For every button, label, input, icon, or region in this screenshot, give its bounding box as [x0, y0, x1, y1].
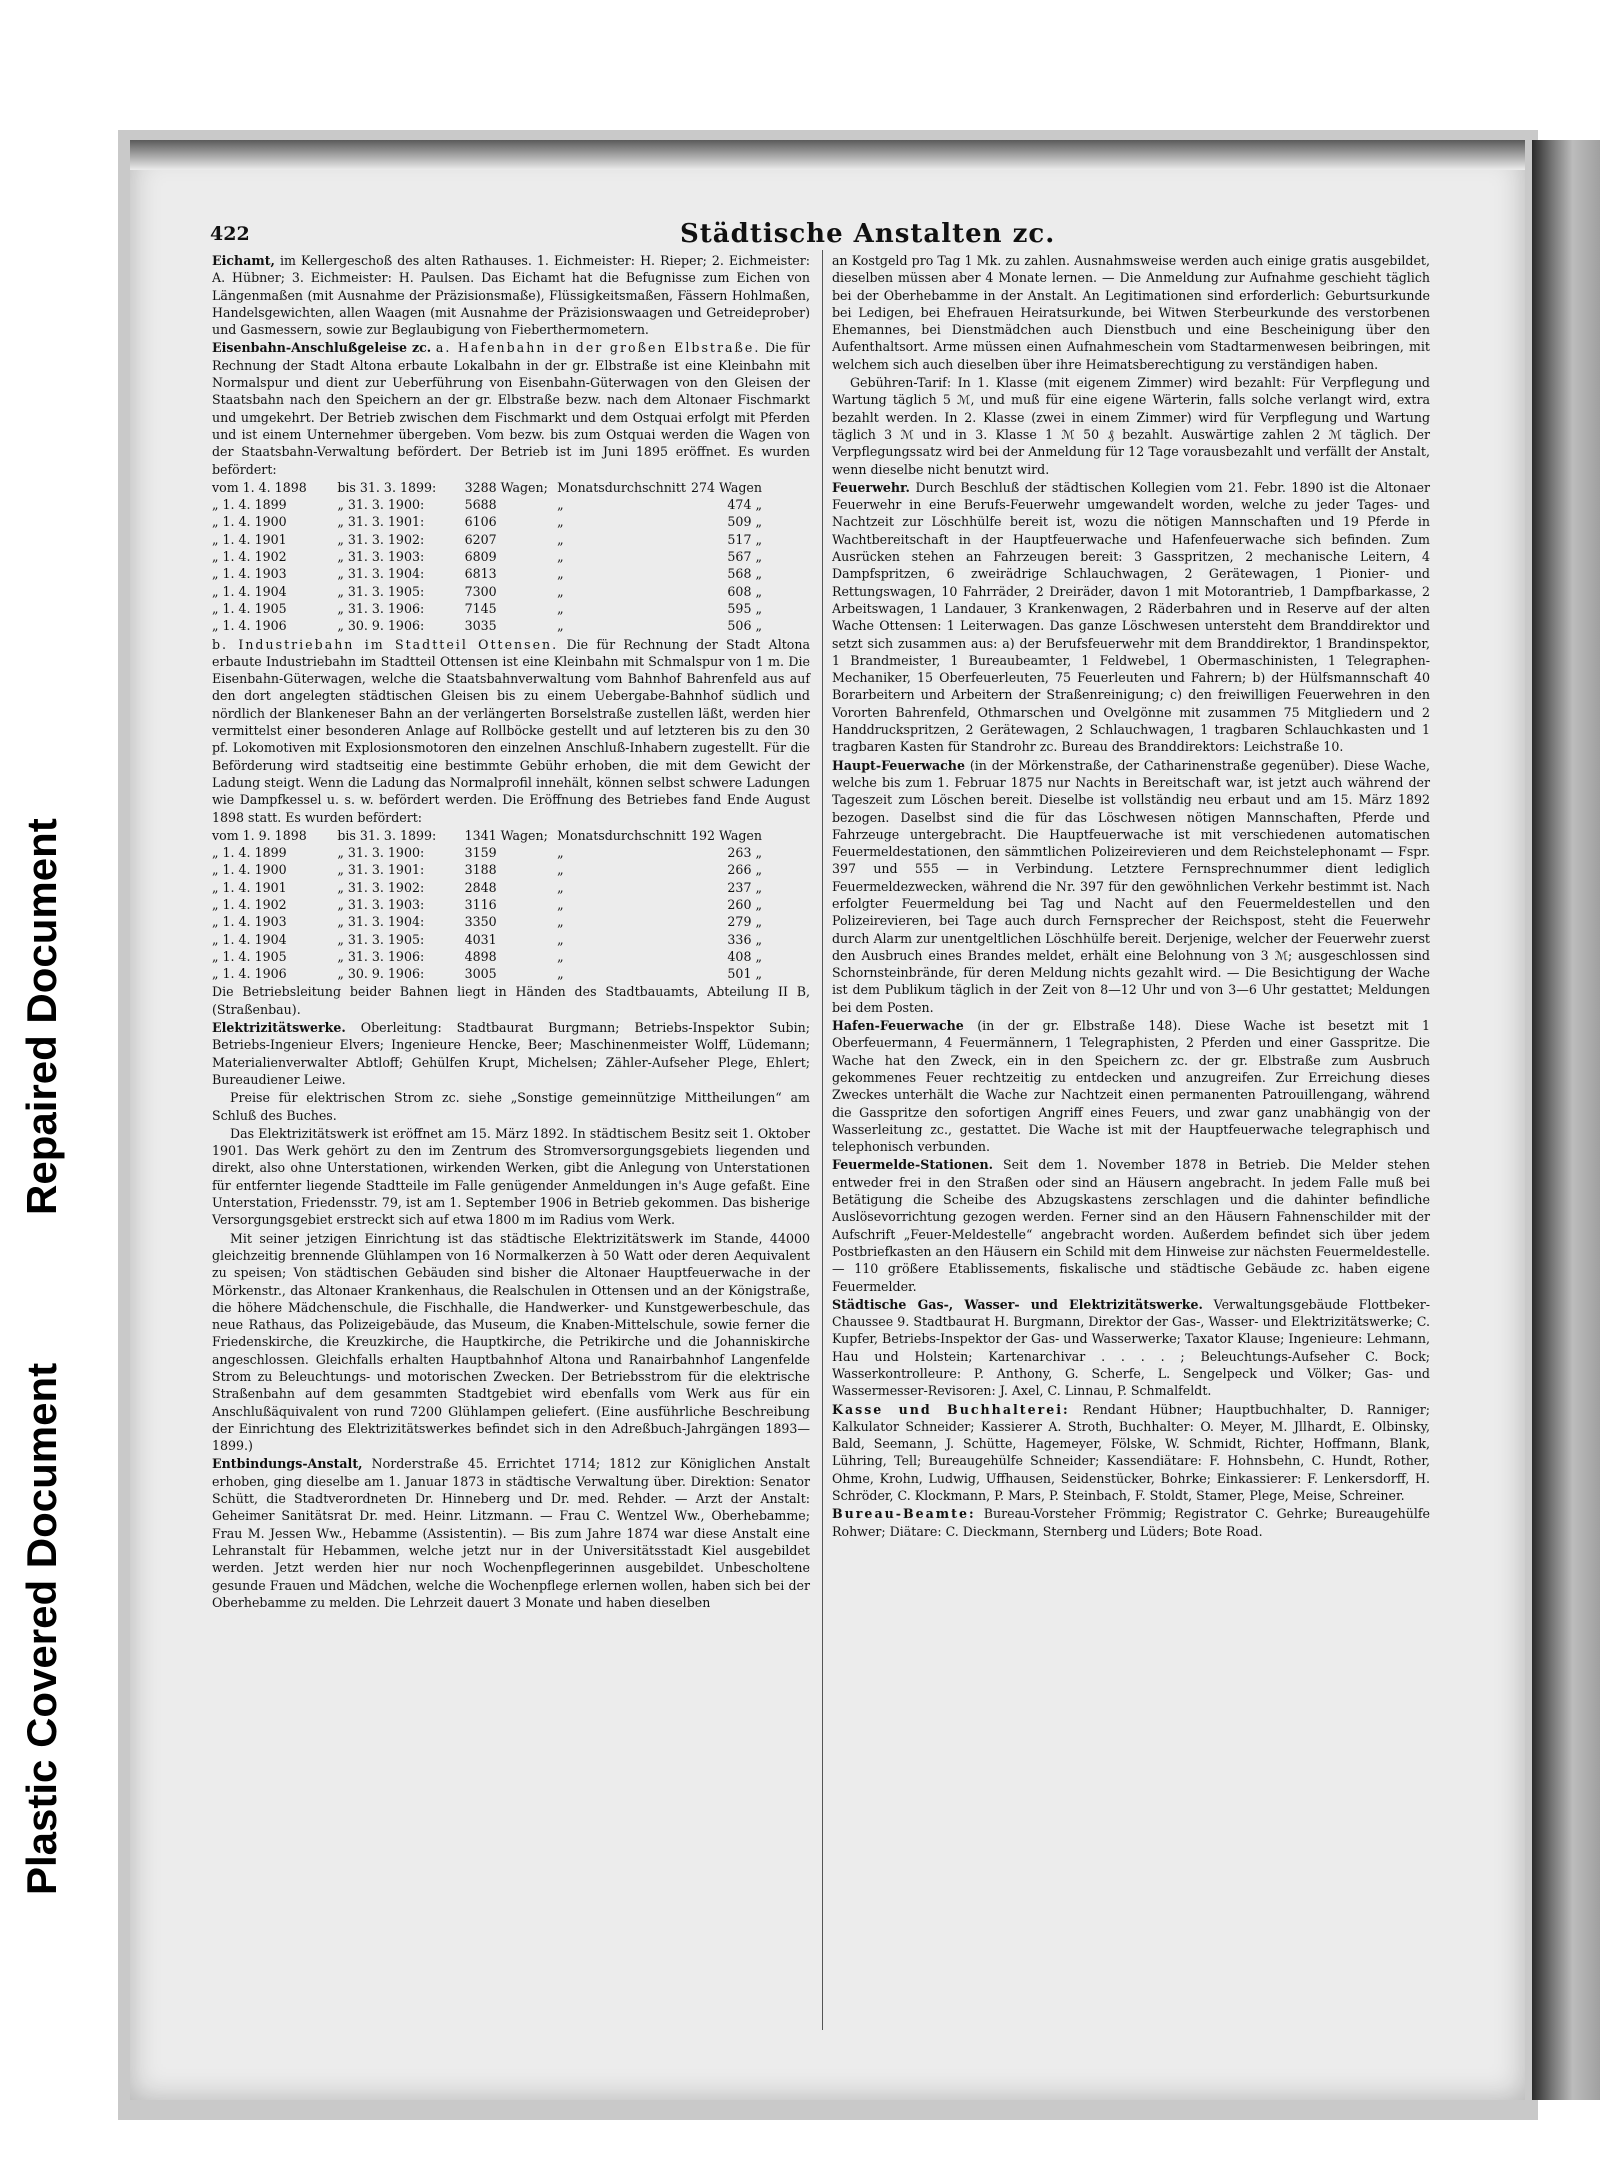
table-row	[212, 617, 772, 634]
table-row	[212, 548, 772, 565]
entry-lead: Feuerwehr.	[832, 479, 910, 495]
table-row	[212, 965, 772, 982]
table-row	[212, 479, 772, 496]
table-cell: 6809	[464, 549, 497, 565]
table-cell: 274 Wagen	[690, 479, 762, 495]
table-cell: „ 1. 4. 1903	[212, 566, 287, 582]
table-cell: 266 „	[727, 862, 762, 878]
table-cell: „ 1. 4. 1901	[212, 531, 287, 547]
entry-text: (in der gr. Elbstraße 148). Diese Wache ist besetzt mit 1 Oberfeuermann, 4 Feuermännern, 1 Telegraphisten, 2 Pferden und einer Gasspritze. Die Wache hat den Zweck, ein in den Speichern zc. der gr. Elbstraße zum Ausbruch gekommenes Feuer rechtzeitig zu entdecken und anzugreifen. Zur Erreichung dieses Zweckes unterhält die Wache zur Nachtzeit einen permanenten Patrouillengang, während die Gasspritze den sofortigen Angriff eines Feuers, und zwar ganz unabhängig von der Wasserleitung zc., gestattet. Die Wache ist mit der Hauptfeuerwache telegraphisch und telephonisch verbunden.	[832, 1018, 1430, 1155]
table-cell: „	[557, 879, 564, 895]
freight-table-hafenbahn	[212, 479, 772, 635]
table-cell: „ 31. 3. 1902:	[337, 879, 425, 895]
table-cell: 2848	[464, 879, 497, 895]
entry-betriebsleitung: Die Betriebsleitung beider Bahnen liegt in Händen des Stadtbauamts, Abteilung II B, (Straßenbau).	[212, 984, 810, 1017]
table-cell: vom 1. 4. 1898	[212, 479, 307, 495]
table-cell: „	[557, 531, 564, 547]
table-cell: „ 1. 4. 1906	[212, 618, 287, 634]
table-cell: „	[557, 862, 564, 878]
table-cell: 506 „	[727, 618, 762, 634]
entry-text: Norderstraße 45. Errichtet 1714; 1812 zur Königlichen Anstalt erhoben, ging dieselbe am 1. Januar 1873 in städtische Verwaltung über. Direktion: Senator Schütt, die Stadtverordneten Dr. Hinneberg und Dr. med. Rehder. — Arzt der Anstalt: Geheimer Sanitätsrat Dr. med. Heinr. Litzmann. — Frau C. Wentzel Ww., Oberhebamme; Frau M. Jessen Ww., Hebamme (Assistentin). — Bis zum Jahre 1874 war diese Anstalt eine Lehranstalt für Hebammen, welche jetzt nur in der Universitätsstadt Kiel ausgebildet werden. Jetzt werden hier nur noch Wochenpflegerinnen ausgebildet. Unbescholtene gesunde Frauen und Mädchen, welche die Wochenpflege erlernen wollen, haben sich bei der Oberhebamme zu melden. Die Lehrzeit dauert 3 Monate und haben dieselben	[212, 1456, 810, 1610]
entry-lead: Elektrizitätswerke.	[212, 1020, 346, 1036]
table-cell: „	[557, 914, 564, 930]
table-cell: „ 31. 3. 1903:	[337, 896, 425, 912]
table-row	[212, 513, 772, 530]
table-cell: 6106	[464, 514, 497, 530]
entry-text: Die für Rechnung der Stadt Altona erbaute Lokalbahn in der gr. Elbstraße ist eine Kleinbahn mit Normalspur und dient zur Ueberführung von Eisenbahn-Güterwagen von den Gleisen der Staatsbahn nach den Speichern an der gr. Elbstraße bezw. nach dem Altonaer Fischmarkt und umgekehrt. Der Betrieb zwischen dem Fischmarkt und dem Ostquai erfolgt mit Pferden und ist einem Unternehmer übergeben. Vom bezw. bis zum Ostquai werden die Wagen von der Staatsbahn-Verwaltung befördert. Der Betrieb ist im Juni 1895 eröffnet. Es wurden befördert:	[212, 340, 810, 477]
table-cell: „ 1. 4. 1903	[212, 914, 287, 930]
table-row	[212, 531, 772, 548]
entry-lead: Eichamt,	[212, 253, 275, 268]
entry-text: Oberleitung: Stadtbaurat Burgmann; Betriebs-Inspektor Subin; Betriebs-Ingenieur Elvers; Ingenieure Hencke, Beer; Maschinenmeister Wolff, Lüdemann; Materialienverwalter Abtloff; Gehülfen Krupt, Michelsen; Zähler-Aufseher Plege, Ehlert; Bureaudiener Leiwe.	[212, 1020, 810, 1087]
page-header	[210, 219, 1435, 253]
table-cell: 3159	[464, 845, 497, 861]
table-cell: 608 „	[727, 583, 762, 599]
table-cell: Monatsdurchschnitt	[557, 479, 686, 495]
entry-text: (in der Mörkenstraße, der Catharinenstraße gegenüber). Diese Wache, welche bis zum 1. Februar 1875 nur Nachts in Bereitschaft war, ist jetzt auch während der Tageszeit zum Löschen bereit. Dieselbe ist vollständig neu erbaut und am 15. März 1892 bezogen. Daselbst sind die für das Löschwesen nötigen Mannschaften, Pferde und Fahrzeuge untergebracht. Die Hauptfeuerwache ist mit verschiedenen automatischen Feuermeldestationen, den sämmtlichen Polizeirevieren und dem Reichstelephonamt — Fspr. 397 und 555 — in Verbindung. Letztere Fernsprechnummer dient lediglich Feuermeldezwecken, während die Nr. 397 für den gewöhnlichen Verkehr bestimmt ist. Nach erfolgter Feuermeldung bei Tag und Nacht auf den Feuermeldestellen und den Polizeirevieren, bei Tage auch durch Fernsprecher der Reichspost, steht die Feuerwehr durch Alarm zur unentgeltlichen Löschhülfe bereit. Derjenige, welcher der Feuerwehr zuerst den Ausbruch eines Brandes meldet, erhält eine Belohnung von 3 ℳ; ausgeschlossen sind Schornsteinbrände, für deren Meldung nichts gezahlt wird. — Die Besichtigung der Wache ist dem Publikum täglich in der Zeit von 8—12 Uhr und von 3—6 Uhr gestattet; Meldungen bei dem Posten.	[832, 757, 1430, 1015]
table-cell: 474 „	[727, 497, 762, 513]
entry-continuation: an Kostgeld pro Tag 1 Mk. zu zahlen. Ausnahmsweise werden auch einige gratis ausgebildet, dieselben müssen aber 4 Monate lernen. — Die Anmeldung zur Aufnahme geschieht täglich bei der Oberhebamme in der Anstalt. An Legitimationen sind erforderlich: Geburtsurkunde bei Ledigen, bei Ehefrauen Heiratsurkunde, bei Witwen Sterbeurkunde des verstorbenen Ehemannes, bei Dienstmädchen auch Dienstbuch und eine Bescheinigung über den Aufenthaltsort. Arme müssen einen Aufnahmeschein vom Stadtarmenwesen beibringen, mit welchem sich auch dieselben über ihre Heimatsberechtigung zu verständigen haben.	[832, 253, 1430, 372]
table-cell: „ 1. 4. 1906	[212, 966, 287, 982]
table-cell: 408 „	[727, 948, 762, 964]
table-cell: 192 Wagen	[690, 827, 762, 843]
entry-text: Bureau-Vorsteher Frömmig; Registrator C. Gehrke; Bureaugehülfe Rohwer; Diätare: C. Dieckmann, Sternberg und Lüders; Bote Road.	[832, 1506, 1430, 1539]
left-column	[212, 252, 810, 1612]
entry-lead: Feuermelde-Stationen.	[832, 1157, 994, 1173]
table-cell: 3350	[464, 914, 497, 930]
table-cell: „ 31. 3. 1901:	[337, 862, 425, 878]
table-cell: „ 1. 4. 1905	[212, 600, 287, 616]
table-cell: „ 31. 3. 1901:	[337, 514, 425, 530]
entry-lead: Haupt-Feuerwache	[832, 757, 965, 773]
sidebar-label-plastic: Plastic Covered Document	[18, 1362, 65, 1895]
table-cell: 3116	[464, 896, 497, 912]
table-cell: „	[557, 896, 564, 912]
table-cell: „	[557, 966, 564, 982]
entry-text: Durch Beschluß der städtischen Kollegien vom 21. Febr. 1890 ist die Altonaer Feuerwehr in eine Berufs-Feuerwehr umgewandelt worden, welche zu jeder Tages- und Nachtzeit zur Löschhülfe bereit ist, wozu die nötigen Mannschaften und 19 Pferde in Wachtbereitschaft in der Hauptfeuerwache und Hafenfeuerwache sich befinden. Zum Ausrücken stehen an Fahrzeugen bereit: 3 Gasspritzen, 2 mechanische Leitern, 4 Dampfspritzen, 6 zweirädrige Schlauchwagen, 2 Gerätewagen, 1 Pionier- und Rettungswagen, 10 Fahrräder, 2 Dreiräder, davon 1 mit Motorantrieb, 1 Dampfbarkasse, 2 Arbeitswagen, 1 Landauer, 3 Krankenwagen, 2 Räderbahren und in Reserve auf der alten Wache Ottensen: 1 Leiterwagen. Das ganze Löschwesen untersteht dem Branddirektor und setzt sich zusammen aus: a) der Berufsfeuerwehr mit dem Branddirektor, 1 Brandinspektor, 1 Brandmeister, 1 Bureaubeamter, 1 Feldwebel, 1 Obermaschinisten, 1 Telegraphen-Mechaniker, 15 Oberfeuerleuten, 75 Feuerleuten und Fahrern; b) der Hülfsmannschaft 40 Borarbeitern und Arbeitern der Straßenreinigung; c) den freiwilligen Feuerwehren in den Vororten Bahrenfeld, Othmarschen und Ovelgönne mit zusammen 75 Mitgliedern und 2 Handdruckspritzen, 2 Gerätewagen, 2 Schlauchwagen, 1 tragbaren Schlauchkasten und 1 tragbaren Kasten für Standrohr zc. Bureau des Branddirektors: Leichstraße 10.	[832, 479, 1430, 755]
table-cell: „	[557, 600, 564, 616]
entry-elektrizitaet	[212, 1019, 810, 1088]
table-cell: „ 1. 4. 1899	[212, 845, 287, 861]
table-cell: 595 „	[727, 600, 762, 616]
table-row	[212, 948, 772, 965]
sidebar-label-repaired: Repaired Document	[18, 818, 65, 1215]
table-row	[212, 600, 772, 617]
table-cell: „	[557, 514, 564, 530]
paragraph: Preise für elektrischen Strom zc. siehe „Sonstige gemeinnützige Mittheilungen“ am Schluß des Buches.	[212, 1090, 810, 1123]
table-row	[212, 496, 772, 513]
entry-hauptfeuerwache	[832, 757, 1430, 1016]
table-row	[212, 565, 772, 582]
table-cell: „	[557, 566, 564, 582]
table-cell: „ 31. 3. 1905:	[337, 931, 425, 947]
table-row	[212, 879, 772, 896]
table-cell: „	[557, 583, 564, 599]
table-row	[212, 913, 772, 930]
table-cell: 263 „	[727, 845, 762, 861]
entry-lead: Kasse und Buchhalterei:	[832, 1401, 1070, 1417]
table-cell: 517 „	[727, 531, 762, 547]
table-cell: „	[557, 497, 564, 513]
table-cell: Monatsdurchschnitt	[557, 827, 686, 843]
entry-text: Verwaltungsgebäude Flottbeker-Chaussee 9. Stadtbaurat H. Burgmann, Direktor der Gas-, Wasser- und Elektrizitätswerke; C. Kupfer, Betriebs-Inspektor der Gas- und Wasserwerke; Taxator Klause; Ingenieure: Lehmann, Hau und Holstein; Kartenarchivar . . . . ; Beleuchtungs-Aufseher C. Bock; Wasserkontrolleure: P. Anthony, G. Scherfe, L. Sengelpeck und Völker; Gas- und Wassermesser-Revisoren: J. Axel, C. Linnau, P. Schmalfeldt.	[832, 1296, 1430, 1399]
table-cell: 1341 Wagen;	[464, 827, 548, 843]
page-top-shadow	[130, 140, 1525, 170]
entry-eichamt	[212, 252, 810, 338]
entry-feuermelde	[832, 1156, 1430, 1294]
table-cell: „ 1. 4. 1899	[212, 497, 287, 513]
table-cell: „ 31. 3. 1905:	[337, 583, 425, 599]
table-row	[212, 896, 772, 913]
table-cell: 568 „	[727, 566, 762, 582]
table-cell: „ 1. 4. 1902	[212, 896, 287, 912]
entry-industriebahn	[212, 636, 810, 826]
entry-text: Die für Rechnung der Stadt Altona erbaute Industriebahn im Stadtteil Ottensen ist eine Kleinbahn mit Schmalspur von 1 m. Die Eisenbahn-Güterwagen, welche die Staatsbahnverwaltung vom Bahnhof Bahrenfeld aus auf den dort angelegten städtischen Gleisen bis zu einem Uebergabe-Bahnhof südlich und nördlich der Blankeneser Bahn an der verlängerten Borselstraße zustellen läßt, werden hier vermittelst einer besonderen Anlage auf Rollböcke gestellt und auf letzteren bis zu den 30 pf. Lokomotiven mit Explosionsmotoren den einzelnen Anschluß-Inhabern zugestellt. Für die Beförderung wird stadtseitig eine bestimmte Gebühr erhoben, die mit dem Gewicht der Ladung steigt. Wenn die Ladung das Normalprofil innehält, können selbst schwere Ladungen wie Dampfkessel u. s. w. befördert werden. Die Eröffnung des Betriebes fand Ende August 1898 statt. Es wurden befördert:	[212, 636, 811, 825]
table-cell: „ 30. 9. 1906:	[337, 618, 425, 634]
entry-text: Rendant Hübner; Hauptbuchhalter, D. Ranniger; Kalkulator Schneider; Kassierer A. Stroth, Buchhalter: O. Meyer, M. Jllhardt, E. Olbinsky, Bald, Seemann, J. Schütte, Hagemeyer, Fölske, W. Schmidt, Richter, Hoffmann, Blank, Lühring, Tell; Bureaugehülfe Schneider; Kassendiätare: F. Hohnsbehn, C. Hundt, Rother, Ohme, Krohn, Ludwig, Uffhausen, Seidenstücker, Bohrke; Einkassierer: F. Lenkersdorff, H. Schröder, C. Klockmann, P. Mars, P. Steinbach, F. Stoldt, Stamer, Plege, Meise, Schreiner.	[832, 1401, 1430, 1504]
table-cell: „ 31. 3. 1903:	[337, 549, 425, 565]
table-cell: 7300	[464, 583, 497, 599]
table-cell: „ 31. 3. 1902:	[337, 531, 425, 547]
table-cell: vom 1. 9. 1898	[212, 827, 307, 843]
table-cell: 279 „	[727, 914, 762, 930]
entry-lead: Hafen-Feuerwache	[832, 1018, 964, 1034]
entry-kasse	[832, 1401, 1430, 1505]
table-cell: 6813	[464, 566, 497, 582]
table-cell: „ 1. 4. 1902	[212, 549, 287, 565]
table-cell: 3188	[464, 862, 497, 878]
entry-tarif: Gebühren-Tarif: In 1. Klasse (mit eigenem Zimmer) wird bezahlt: Für Verpflegung und Wartung täglich 5 ℳ, und muß für eine eigene Wärterin, falls solche verlangt wird, extra bezahlt werden. In 2. Klasse (zwei in einem Zimmer) wird für Verpflegung und Wartung täglich 3 ℳ und in 3. Klasse 1 ℳ 50 ₰ bezahlt. Auswärtige zahlen 2 ℳ täglich. Der Verpflegungssatz wird bei der Anmeldung für 12 Tage vorausbezahlt und verfällt der Anstalt, wenn dieselbe nicht benutzt wird.	[832, 375, 1430, 477]
table-cell: „ 31. 3. 1900:	[337, 845, 425, 861]
entry-entbindung	[212, 1455, 810, 1611]
table-cell: 4898	[464, 948, 497, 964]
table-row	[212, 827, 772, 844]
table-cell: 336 „	[727, 931, 762, 947]
entry-lead: Eisenbahn-Anschlußgeleise zc.	[212, 340, 432, 356]
table-cell: 3035	[464, 618, 497, 634]
table-cell: „	[557, 931, 564, 947]
table-cell: „ 1. 4. 1900	[212, 862, 287, 878]
paragraph: Das Elektrizitätswerk ist eröffnet am 15. März 1892. In städtischem Besitz seit 1. Oktober 1901. Das Werk gehört zu den im Zentrum des Stromversorgungsgebiets liegenden und direkt, also ohne Unterstationen, wirkenden Werken, gibt die Anlegung von Unterstationen für entfernter liegende Stadtteile im Falle genügender Anmeldungen in's Auge gefaßt. Eine Unterstation, Friedensstr. 79, ist am 1. September 1906 in Betrieb gekommen. Das bisherige Versorgungsgebiet erstreckt sich auf etwa 1800 m im Radius vom Werk.	[212, 1125, 810, 1228]
table-cell: 6207	[464, 531, 497, 547]
entry-feuerwehr	[832, 479, 1430, 756]
table-row	[212, 931, 772, 948]
entry-subheading: a. Hafenbahn in der großen Elbstraße.	[435, 340, 761, 356]
entry-lead: Bureau-Beamte:	[832, 1506, 976, 1522]
table-row	[212, 861, 772, 878]
table-cell: „ 1. 4. 1901	[212, 879, 287, 895]
table-cell: 567 „	[727, 549, 762, 565]
table-cell: „ 1. 4. 1905	[212, 948, 287, 964]
table-cell: „ 31. 3. 1906:	[337, 948, 425, 964]
entry-subheading: b. Industriebahn im Stadtteil Ottensen.	[212, 636, 559, 652]
table-cell: „ 1. 4. 1904	[212, 583, 287, 599]
table-cell: 7145	[464, 600, 497, 616]
table-cell: „	[557, 948, 564, 964]
table-cell: bis 31. 3. 1899:	[337, 827, 437, 843]
table-cell: 4031	[464, 931, 497, 947]
table-cell: 509 „	[727, 514, 762, 530]
paragraph: Mit seiner jetzigen Einrichtung ist das städtische Elektrizitätswerk im Stande, 44000 gleichzeitig brennende Glühlampen von 16 Normalkerzen à 50 Watt oder deren Aequivalent zu speisen; Von städtischen Gebäuden sind bisher die Altonaer Hauptfeuerwache in der Mörkenstr., das Altonaer Krankenhaus, die Realschulen in Ottensen und an der Königstraße, die höhere Mädchenschule, die Fischhalle, die Handwerker- und Kunstgewerbeschule, das neue Rathaus, das Polizeigebäude, das Museum, die Knaben-Mittelschule, sowie ferner die Friedenskirche, die Kreuzkirche, die Hauptkirche, die Petrikirche und die Johanniskirche angeschlossen. Gleichfalls erhalten Hauptbahnhof Altona und Ranairbahnhof Langenfelde Strom zu Beleuchtungs- und motorischen Zwecken. Der Betriebsstrom für die elektrische Straßenbahn auf dem gesammten Stadtgebiet wird ebenfalls vom Werk aus für ein Anschlußäquivalent von rund 7200 Glühlampen geliefert. (Eine ausführliche Beschreibung der Einrichtung des Elektrizitätswerkes befindet sich in den Adreßbuch-Jahrgängen 1893—1899.)	[212, 1230, 810, 1454]
table-cell: „ 31. 3. 1904:	[337, 914, 425, 930]
table-cell: „ 1. 4. 1904	[212, 931, 287, 947]
table-cell: 237 „	[727, 879, 762, 895]
table-row	[212, 844, 772, 861]
entry-text: im Kellergeschoß des alten Rathauses. 1. Eichmeister: H. Rieper; 2. Eichmeister: A. Hübner; 3. Eichmeister: H. Paulsen. Das Eichamt hat die Befugnisse zum Eichen von Längenmaßen (mit Ausnahme der Präzisionsmaße), Flüssigkeitsmaßen, Fässern Hohlmaßen, Handelsgewichten, allen Waagen (mit Ausnahme der Präzisionswaagen und Getreideprober) und Gasmessern, sowie zur Beglaubigung von Fieberthermometern.	[212, 253, 810, 338]
table-row	[212, 583, 772, 600]
column-divider	[822, 250, 823, 2030]
entry-gaswerke	[832, 1296, 1430, 1400]
table-cell: „	[557, 845, 564, 861]
table-cell: „	[557, 549, 564, 565]
freight-table-industriebahn	[212, 827, 772, 983]
entry-lead: Städtische Gas-, Wasser- und Elektrizitätswerke.	[832, 1296, 1203, 1312]
running-title: Städtische Anstalten zc.	[680, 219, 1056, 249]
scan-edge-next-page	[1532, 140, 1600, 2100]
entry-hafenfeuerwache	[832, 1017, 1430, 1155]
entry-text: Seit dem 1. November 1878 in Betrieb. Die Melder stehen entweder frei in den Straßen oder sind an Häusern angebracht. In jedem Falle muß bei Betätigung die Scheibe des Abzugskastens zerschlagen und die dahinter befindliche Auslösevorrichtung gezogen werden. Ferner sind an den Häusern Fahnenschilder mit der Aufschrift „Feuer-Meldestelle“ angebracht worden. Außerdem befindet sich über jedem Postbriefkasten an den Häusern ein Schild mit dem Hinweise zur nächsten Feuermeldestelle. — 110 größere Etablissements, fiskalische und städtische Gebäude zc. haben eigene Feuermelder.	[832, 1157, 1430, 1294]
table-cell: „ 1. 4. 1900	[212, 514, 287, 530]
table-cell: bis 31. 3. 1899:	[337, 479, 437, 495]
table-cell: 3005	[464, 966, 497, 982]
table-cell: „ 30. 9. 1906:	[337, 966, 425, 982]
table-cell: 260 „	[727, 896, 762, 912]
table-cell: 3288 Wagen;	[464, 479, 548, 495]
entry-eisenbahn	[212, 339, 810, 477]
table-cell: „	[557, 618, 564, 634]
page-number: 422	[210, 223, 250, 245]
table-cell: 5688	[464, 497, 497, 513]
table-cell: „ 31. 3. 1906:	[337, 600, 425, 616]
entry-bureau	[832, 1505, 1430, 1540]
table-cell: „ 31. 3. 1900:	[337, 497, 425, 513]
entry-lead: Entbindungs-Anstalt,	[212, 1456, 363, 1472]
table-cell: „ 31. 3. 1904:	[337, 566, 425, 582]
table-cell: 501 „	[727, 966, 762, 982]
right-column	[832, 252, 1430, 1541]
